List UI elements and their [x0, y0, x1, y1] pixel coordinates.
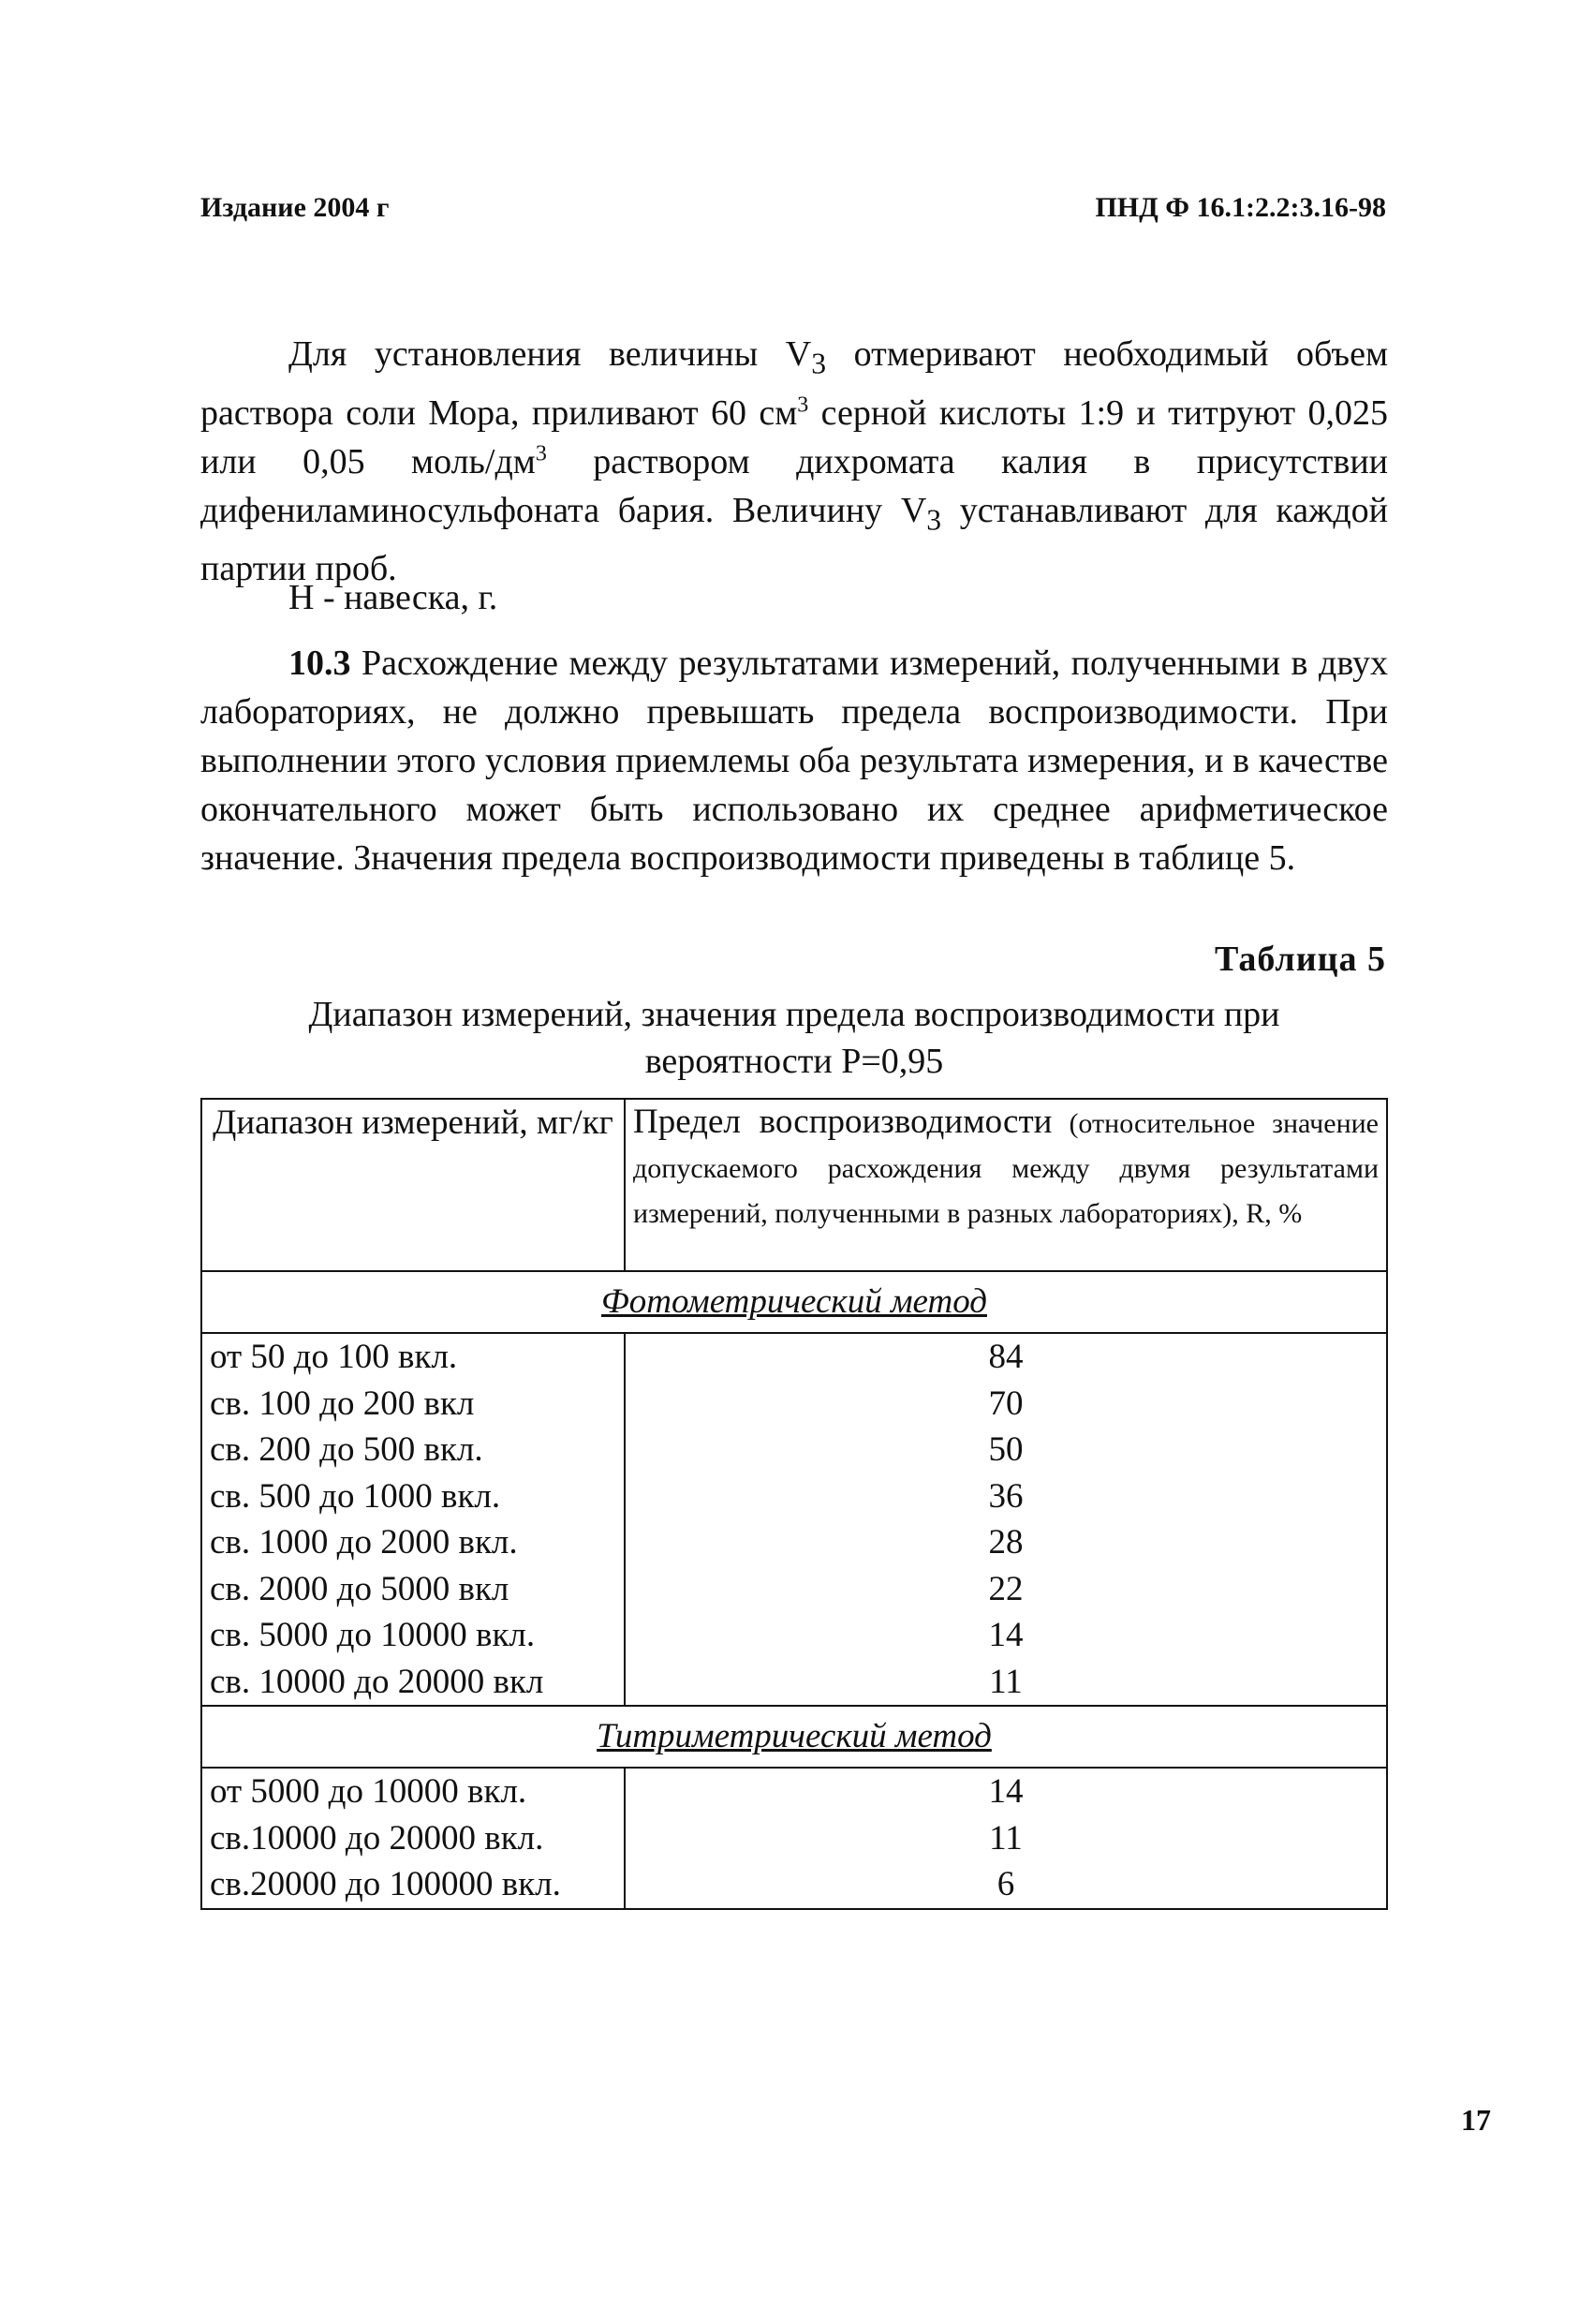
range-cell: св. 10000 до 20000 вкл [210, 1662, 544, 1701]
range-list [201, 1768, 625, 1909]
value-cell: 11 [989, 1818, 1023, 1858]
value-cell: 11 [989, 1662, 1023, 1701]
method-title: Титриметрический метод [201, 1706, 1387, 1768]
range-cell: св. 5000 до 10000 вкл. [210, 1616, 536, 1654]
value-list [625, 1768, 1387, 1909]
section-number: 10.3 [288, 644, 351, 683]
range-list [201, 1333, 625, 1706]
paragraph-10-3: 10.3 Расхождение между результатами измерений, полученными в двух лабораториях, не должно превышать предела воспроизводимости. При выполнении этого условия приемлемы оба результата измерения, и в качестве окончательного может быть использовано их среднее арифметическое значение. Значения предела воспроизводимости приведены в таблице 5. [200, 644, 1388, 878]
table-row [201, 1768, 1387, 1909]
reproducibility-table [200, 1098, 1388, 1910]
method-title: Фотометрический метод [201, 1271, 1387, 1333]
header-reproducibility: Предел воспроизводимости (относительное значение допускаемого расхождения между двумя результатами измерений, полученными в разных лабораториях), R, % [625, 1099, 1387, 1271]
range-cell: св. 500 до 1000 вкл. [210, 1476, 501, 1516]
table-row [201, 1333, 1387, 1706]
range-cell: св. 2000 до 5000 вкл [210, 1569, 509, 1608]
table-caption: Диапазон измерений, значения предела воспроизводимости при вероятности Р=0,95 [308, 995, 1280, 1081]
value-cell: 84 [988, 1338, 1024, 1376]
range-cell: св. 100 до 200 вкл [210, 1384, 475, 1423]
method-row-photometric [201, 1271, 1387, 1333]
range-cell: св.20000 до 100000 вкл. [210, 1865, 561, 1903]
edition-header: Издание 2004 г [200, 192, 390, 223]
range-cell: св.10000 до 20000 вкл. [210, 1818, 544, 1858]
value-cell: 14 [988, 1772, 1024, 1811]
document-code-header: ПНД Ф 16.1:2.2:3.16-98 [1095, 192, 1386, 223]
method-row-titrimetric [201, 1706, 1387, 1768]
range-cell: св. 200 до 500 вкл. [210, 1430, 483, 1469]
value-cell: 22 [988, 1569, 1024, 1608]
value-cell: 70 [988, 1384, 1024, 1423]
page-number: 17 [1461, 2103, 1491, 2137]
paragraph-v3-determination: Для установления величины $V_3$ отмеривают необходимый объем раствора соли Мора, приливают 60 $см^3$ серной кислоты 1:9 и титруют 0,025 или 0,05 моль/$дм^3$ раствором дихромата калия в присутствии дифениламиносульфоната бария. Величину $V_3$ устанавливают для каждой партии проб. [200, 334, 1389, 589]
value-list [625, 1333, 1387, 1706]
table-label: Таблица 5 [1214, 940, 1386, 979]
table-header-row [201, 1099, 1387, 1271]
range-cell: от 50 до 100 вкл. [210, 1338, 458, 1376]
value-cell: 6 [996, 1865, 1015, 1903]
header-range: Диапазон измерений, мг/кг [201, 1099, 625, 1271]
value-cell: 50 [988, 1430, 1024, 1469]
value-cell: 14 [988, 1616, 1024, 1654]
range-cell: св. 1000 до 2000 вкл. [210, 1523, 518, 1562]
range-cell: от 5000 до 10000 вкл. [210, 1772, 527, 1811]
value-cell: 28 [988, 1523, 1024, 1562]
value-cell: 36 [988, 1476, 1024, 1516]
paragraph-mass-definition: Н - навеска, г. [288, 578, 498, 617]
